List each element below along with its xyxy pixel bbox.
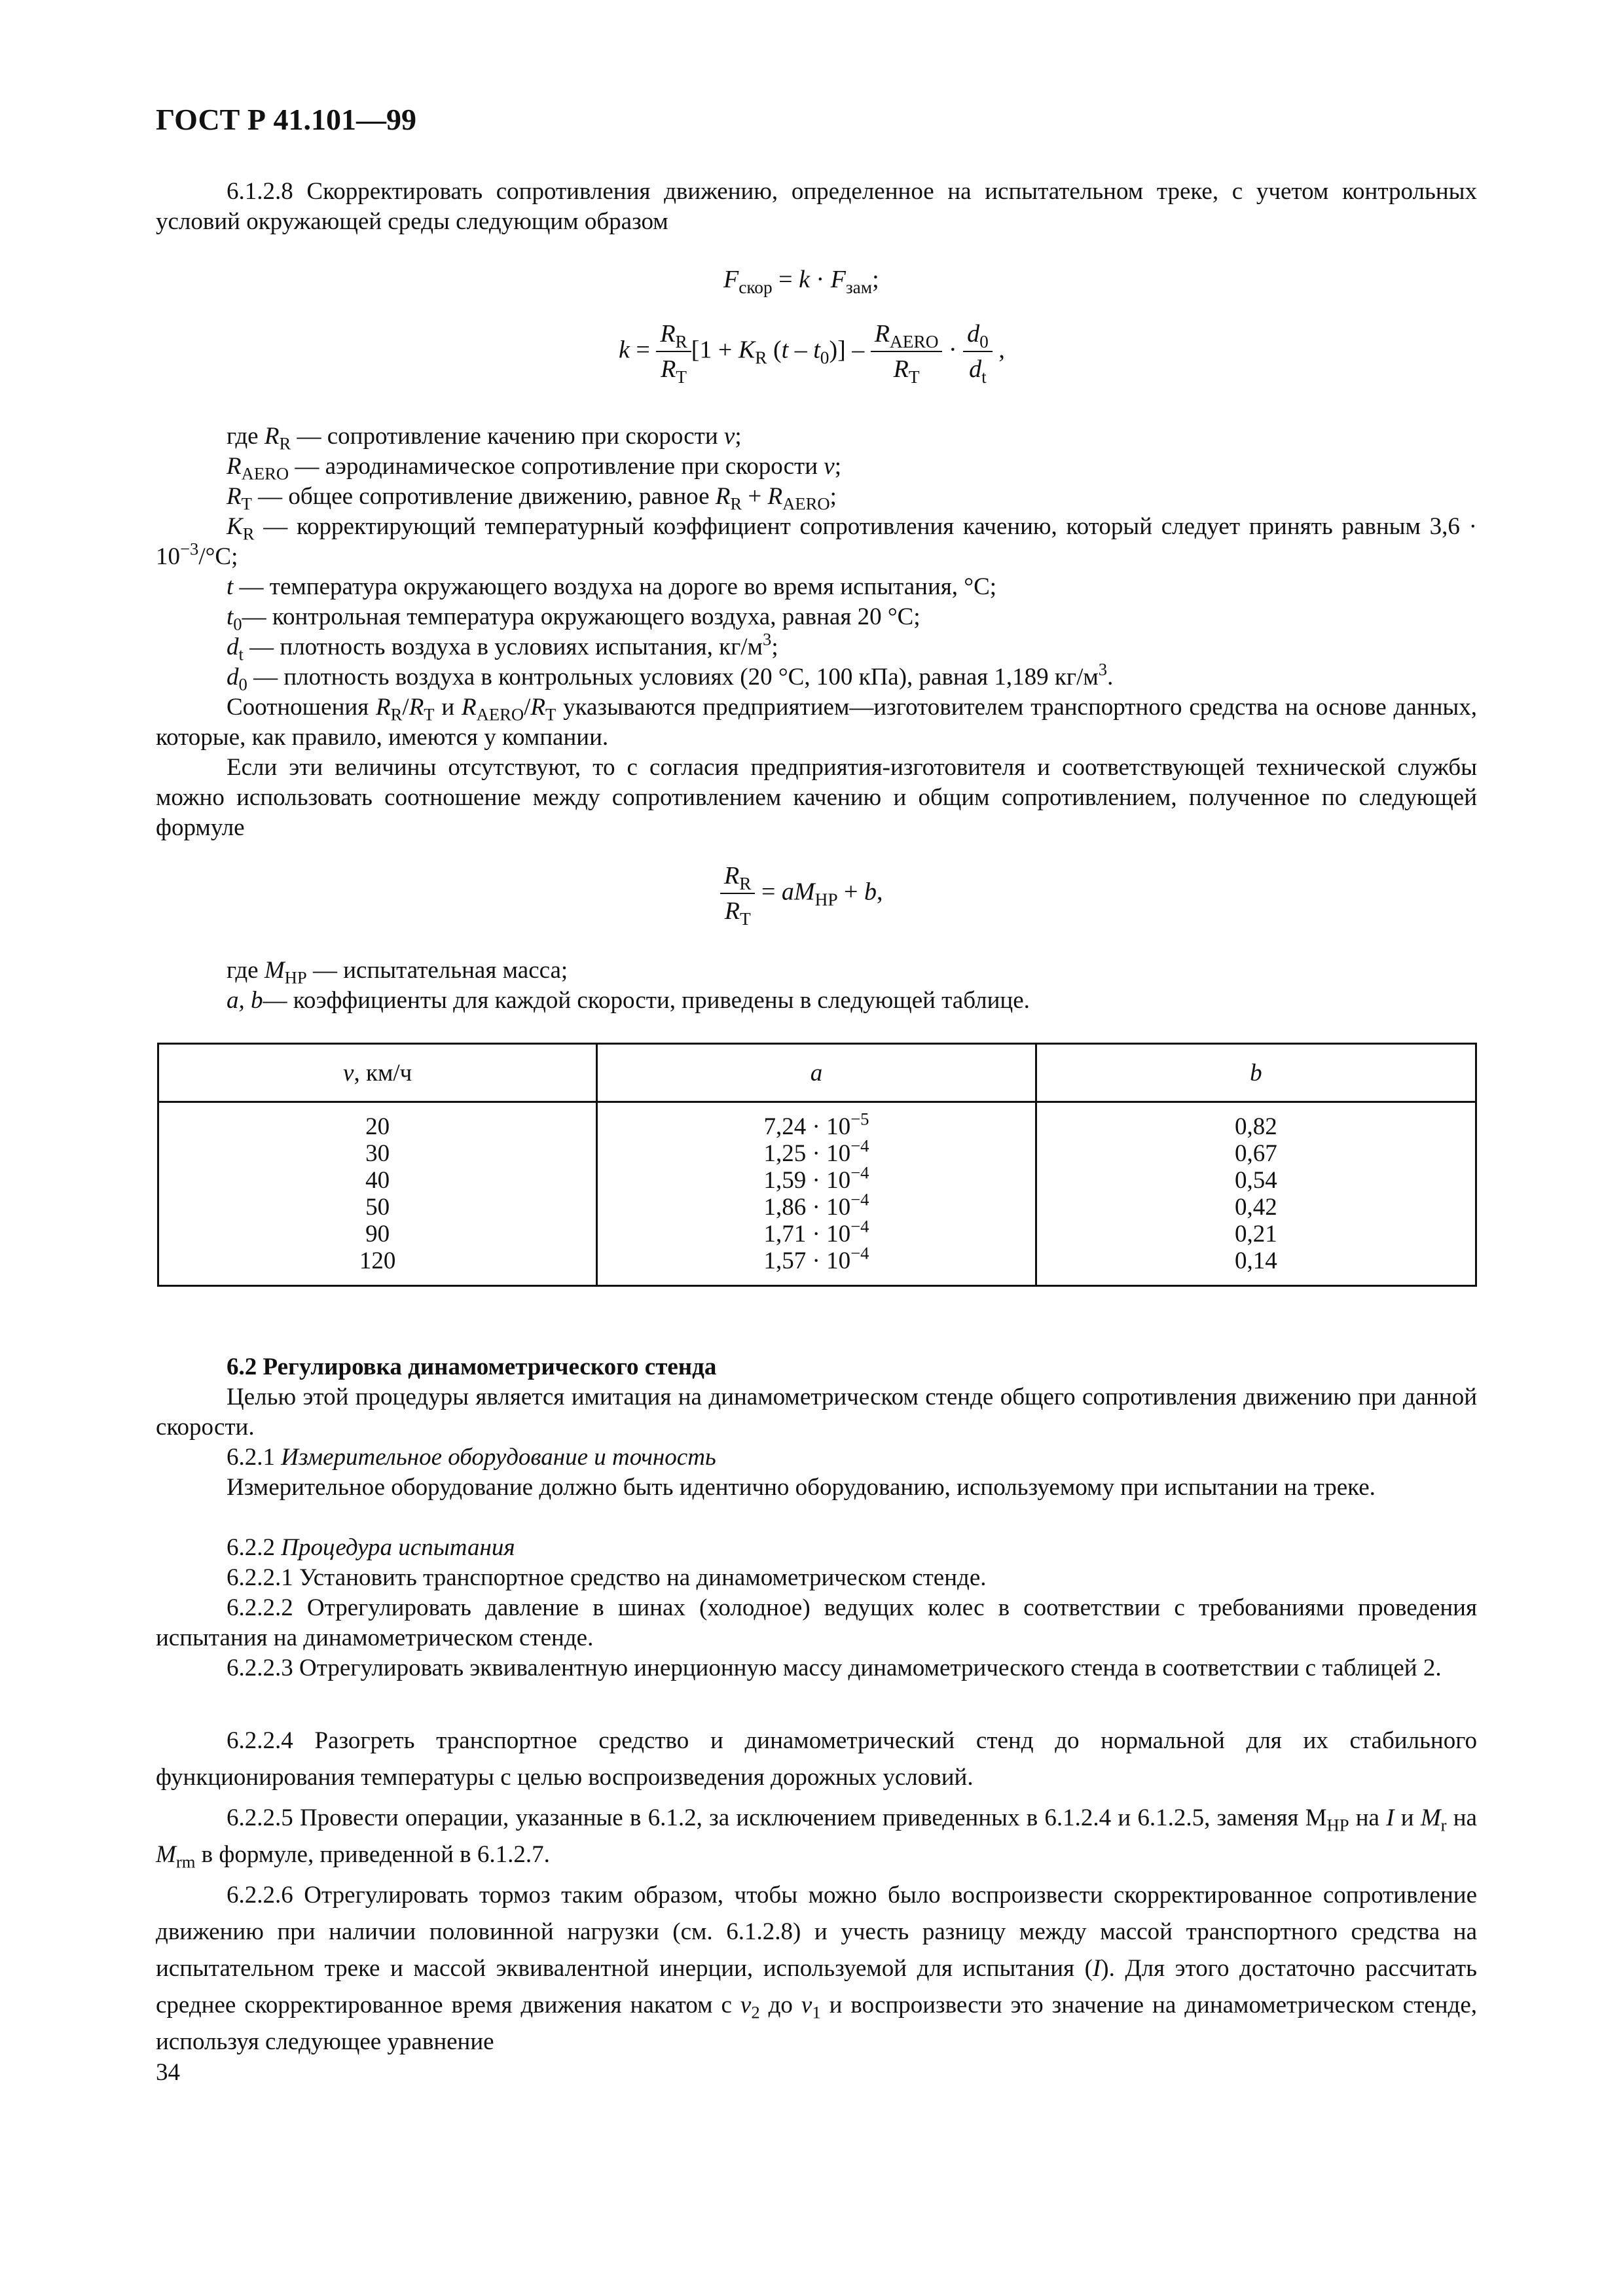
table-cell: 0,21 [1234,1221,1277,1247]
table-cell: $1,86 \cdot 10^{-4}$ [763,1189,869,1221]
column-a-values [597,1102,1036,1286]
definition-t0: $t_0—$ контрольная температура окружающего воздуха, равная 20 °С; [227,603,921,634]
fraction-rr-rt: $\frac{R_R}{R_T}$ [656,321,691,384]
table-cell: 50 [365,1194,390,1221]
formula-punct: , [992,336,1005,364]
formula-f-corrected [723,266,879,297]
header-speed: v, км/ч [158,1044,597,1102]
paragraph-6-2-2-1: 6.2.2.1 Установить транспортное средство на динамометрическом стенде. [227,1564,987,1591]
formula-operator: = [772,266,799,293]
formula-k [619,320,1005,387]
fraction-rr-rt: $\frac{R_R}{R_T}$ [720,863,755,925]
subsection-6-2-2: 6.2.2 Процедура испытания [227,1534,515,1561]
formula-symbol: t [781,336,789,364]
document-id: ГОСТ Р 41.101—99 [156,103,416,136]
paragraph-6-1-2-8: 6.1.2.8 Скорректировать сопротивления движению, определенное на испытательном треке, с учетом контрольных условий окружающей среды следующим образом [156,178,1477,235]
formula-symbol: aM [781,878,815,906]
formula-subscript: R [755,348,767,368]
table-cell: 0,14 [1234,1247,1277,1274]
formula-operator: )] – [829,336,871,364]
header-b: b [1036,1044,1476,1102]
page-number: 34 [156,2059,180,2086]
paragraph-6-2-2-3: 6.2.2.3 Отрегулировать эквивалентную инерционную массу динамометрического стенда в соответствии с таблицей 2. [227,1655,1442,1681]
formula-subscript: HP [814,889,838,910]
definition-ab: a, b— коэффициенты для каждой скорости, приведены в следующей таблице. [227,987,1030,1014]
definition-rr: где $R_R$ — сопротивление качению при скорости v; [227,423,742,454]
table-cell: 0,54 [1234,1167,1277,1194]
paragraph-absent-values: Если эти величины отсутствуют, то с согласия предприятия-изготовителя и соответствующей технической службы можно использовать соотношение между сопротивлением качению и общим сопротивлением, полученное по следующей формуле [156,754,1477,841]
formula-operator: = [755,878,782,906]
table-cell: 0,42 [1234,1194,1277,1221]
table-cell: 0,82 [1234,1113,1277,1140]
definition-kr: $K_R$ — корректирующий температурный коэффициент сопротивления качению, который следует принять равным $3,6 \cdot 10^{-3}/^\circ С$; [156,513,1477,570]
definition-rt: $R_T$ — общее сопротивление движению, равное $R_R + R_{AERO}$; [227,483,837,514]
definition-raero: $R_{AERO}$ — аэродинамическое сопротивление при скорости v; [227,453,841,484]
formula-symbol: k [799,266,810,293]
definition-d0: $d_0$ — плотность воздуха в контрольных условиях (20 °С, 100 кПа), равная 1,189 $кг/м^3$. [227,659,1114,694]
formula-punct: ; [872,266,879,293]
table-cell: 40 [365,1167,390,1194]
paragraph-6-2-1: Измерительное оборудование должно быть идентично оборудованию, используемому при испытании на треке. [227,1474,1376,1501]
formula-operator: + [837,878,864,906]
column-b-values [1036,1102,1476,1286]
formula-symbol: F [830,266,846,293]
fraction-d0-dt: $\frac{d_0}{d_t}$ [963,321,993,384]
formula-subscript: 0 [820,348,830,368]
table-cell: 0,67 [1234,1140,1277,1167]
definition-mhp: где $M_{HP}$ — испытательная масса; [227,957,568,988]
table-cell: 20 [365,1113,390,1140]
table-cell: $1,71 \cdot 10^{-4}$ [763,1216,869,1247]
formula-operator: ( [767,336,782,364]
column-speed-values [158,1102,597,1286]
formula-operator: · [942,336,964,364]
table-cell: $1,59 \cdot 10^{-4}$ [763,1162,869,1194]
formula-operator: · [809,266,831,293]
formula-operator: – [788,336,814,364]
formula-symbol: K [738,336,756,364]
formula-rr-rt [720,862,883,929]
paragraph-6-2-2-4: 6.2.2.4 Разогреть транспортное средство и динамометрический стенд до нормальной для их стабильного функционирования температуры с целью воспроизведения дорожных условий. [156,1727,1477,1791]
formula-symbol: t [813,336,820,364]
paragraph-6-2-2-6: 6.2.2.6 Отрегулировать тормоз таким образом, чтобы можно было воспроизвести скорректированное сопротивление движению при наличии половинной нагрузки (см. 6.1.2.8) и учесть разницу между массой транспортного средства на испытательном треке и массой эквивалентной инерции, используемой для испытания (I). Для этого достаточно рассчитать среднее скорректированное время движения накатом с $v_2$ до $v_1$ и воспроизвести это значение на динамометрическом стенде, используя следующее уравнение [156,1882,1477,2055]
formula-operator: [1 + [691,336,739,364]
formula-punct: , [876,878,883,906]
header-a: a [597,1044,1036,1102]
coefficients-table [157,1043,1477,1287]
formula-subscript: зам [845,277,873,297]
table-cell: $1,57 \cdot 10^{-4}$ [763,1243,869,1274]
paragraph-6-2-2-5: 6.2.2.5 Провести операции, указанные в 6.1.2, за исключением приведенных в 6.1.2.4 и 6.1.2.5, заменяя $М_{НР}$ на I и $M_r$ на $M_{rm}$ в формуле, приведенной в 6.1.2.7. [156,1804,1477,1872]
paragraph-6-2-purpose: Целью этой процедуры является имитация на динамометрическом стенде общего сопротивления движению при данной скорости. [156,1384,1477,1441]
table-cell: $1,25 \cdot 10^{-4}$ [763,1136,869,1167]
formula-symbol: F [723,266,739,293]
section-title-6-2: 6.2 Регулировка динамометрического стенда [227,1354,717,1380]
paragraph-ratios: Соотношения $R_R/R_T$ и $R_{AERO}/R_T$ указываются предприятием—изготовителем транспортного средства на основе данных, которые, как правило, имеются у компании. [156,694,1478,751]
table-cell: 30 [365,1140,390,1167]
formula-symbol: k [619,336,630,364]
definition-t: t — температура окружающего воздуха на дороге во время испытания, °С; [227,573,997,600]
definition-dt: $d_t$ — плотность воздуха в условиях испытания, $кг/м^3$; [227,629,778,664]
paragraph-6-2-2-2: 6.2.2.2 Отрегулировать давление в шинах (холодное) ведущих колес в соответствии с требованиями проведения испытания на динамометрическом стенде. [156,1594,1477,1651]
fraction-raero-rt: $\frac{R_{AERO}}{R_T}$ [871,321,943,384]
formula-operator: = [629,336,657,364]
table-cell: 120 [359,1247,396,1274]
formula-symbol: b [864,878,877,906]
subsection-6-2-1: 6.2.1 Измерительное оборудование и точность [227,1444,716,1471]
table-cell: 90 [365,1221,390,1247]
formula-subscript: скор [739,277,773,297]
table-cell: $7,24 \cdot 10^{-5}$ [763,1109,869,1140]
